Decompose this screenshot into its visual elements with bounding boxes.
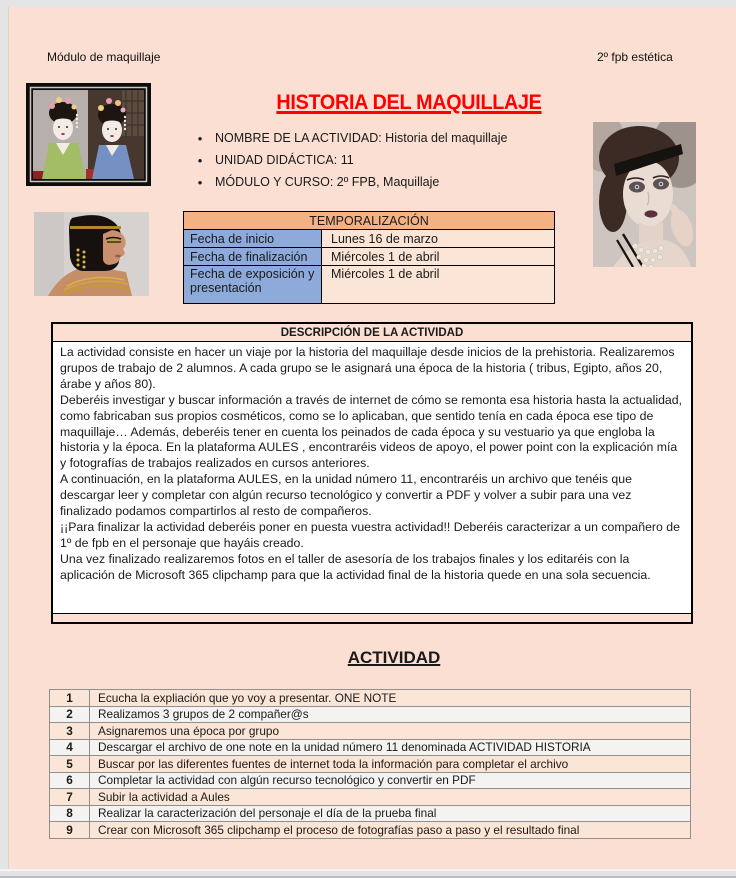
row-text: Crear con Microsoft 365 clipchamp el proceso de fotografías paso a paso y el resultado final: [90, 822, 691, 839]
list-item-text: MÓDULO Y CURSO: 2º FPB, Maquillaje: [215, 175, 440, 189]
row-label: Fecha de finalización: [184, 248, 322, 266]
actividad-heading-wrap: [49, 648, 736, 668]
table-row: [50, 739, 691, 756]
row-label: Fecha de inicio: [184, 230, 322, 248]
row-text: Realizar la caracterización del personaje el día de la prueba final: [90, 805, 691, 822]
table-row: [50, 706, 691, 723]
row-value: Miércoles 1 de abril: [322, 266, 555, 304]
table-row: [184, 248, 555, 266]
module-label: Módulo de maquillaje: [47, 50, 161, 64]
actividad-heading: ACTIVIDAD: [347, 648, 441, 667]
row-number: 8: [50, 805, 90, 822]
row-text: Completar la actividad con algún recurso tecnológico y convertir en PDF: [90, 772, 691, 789]
descripcion-box: [51, 322, 693, 624]
list-item-text: NOMBRE DE LA ACTIVIDAD: Historia del maquillaje: [215, 131, 508, 145]
row-text: Buscar por las diferentes fuentes de internet toda la información para completar el archivo: [90, 756, 691, 773]
row-text: Subir la actividad a Aules: [90, 789, 691, 806]
list-item: [185, 172, 605, 194]
bullet-icon: [185, 128, 215, 150]
list-item-text: UNIDAD DIDÁCTICA: 11: [215, 153, 354, 167]
course-label: 2º fpb estética: [597, 50, 673, 64]
descripcion-paragraph: Deberéis investigar y buscar información a través de internet de cómo se remonta esa historia hasta la actualidad, como fabricaban sus propios cosméticos, como se lo aplicaban, que sentido tenía en cada época ese tipo de maquillaje… Además, deberéis tener en cuenta los peinados de cada época y su vestuario ya que engloba la historia y la época. En la plataforma AULES , encontraréis videos de apoyo, el power point con la explicación mía y fotografías de trabajos realizados en cursos anteriores.: [60, 392, 683, 471]
descripcion-paragraph: ¡¡Para finalizar la actividad deberéis poner en puesta vuestra actividad!! Deberéis caracterizar a un compañero de 1º de fpb en el personaje que hayáis creado.: [60, 519, 680, 550]
row-number: 3: [50, 723, 90, 740]
table-row: [184, 230, 555, 248]
descripcion-paragraph: La actividad consiste en hacer un viaje por la historia del maquillaje desde inicios de la prehistoria. Realizaremos grupos de trabajo de 2 alumnos. A cada grupo se le asignará una época de la historia ( tribus, Egipto, años 20, árabe y años 80).: [60, 345, 675, 391]
row-text: Ecucha la expliación que yo voy a presentar. ONE NOTE: [90, 690, 691, 707]
row-value: Miércoles 1 de abril: [322, 248, 555, 266]
descripcion-paragraph: Una vez finalizado realizaremos fotos en el taller de asesoría de los trabajos finales y los editaréis con la aplicación de Microsoft 365 clipchamp para que la actividad final de la historia quede en una sola secuencia.: [60, 551, 651, 582]
row-value: Lunes 16 de marzo: [322, 230, 555, 248]
row-number: 1: [50, 690, 90, 707]
table-row: [50, 690, 691, 707]
row-number: 5: [50, 756, 90, 773]
row-text: Asignaremos una época por grupo: [90, 723, 691, 740]
descripcion-title: DESCRIPCIÓN DE LA ACTIVIDAD: [53, 324, 691, 342]
row-text: Realizamos 3 grupos de 2 compañer@s: [90, 706, 691, 723]
descripcion-paragraph: A continuación, en la plataforma AULES, en la unidad número 11, encontraréis un archivo que tenéis que descargar leer y completar con algún recurso tecnológico y convertir a PDF y volver a subir para una vez finalizado podamos compartirlos al resto de compañeros.: [60, 472, 632, 519]
table-row: [184, 266, 555, 304]
row-number: 2: [50, 706, 90, 723]
table-header-row: [184, 212, 555, 230]
descripcion-body: [53, 342, 691, 614]
bullet-icon: [185, 150, 215, 172]
row-number: 6: [50, 772, 90, 789]
table-row: [50, 789, 691, 806]
table-row: [50, 822, 691, 839]
cleopatra-photo: [34, 212, 149, 296]
list-item: [185, 128, 605, 150]
bullet-icon: [185, 172, 215, 194]
flapper-photo: [593, 122, 696, 267]
actividad-table: [49, 689, 691, 839]
table-row: [50, 772, 691, 789]
temporalizacion-title: TEMPORALIZACIÓN: [184, 212, 555, 230]
list-item: [185, 150, 605, 172]
geisha-photo: [26, 83, 151, 186]
row-number: 7: [50, 789, 90, 806]
row-number: 4: [50, 739, 90, 756]
document-page: [8, 7, 736, 869]
temporalizacion-table: [183, 211, 555, 304]
page-title: HISTORIA DEL MAQUILLAJE: [276, 91, 542, 114]
row-label: Fecha de exposición y presentación: [184, 266, 322, 304]
table-row: [50, 756, 691, 773]
row-number: 9: [50, 822, 90, 839]
table-row: [50, 805, 691, 822]
row-text: Descargar el archivo de one note en la unidad número 11 denominada ACTIVIDAD HISTORIA: [90, 739, 691, 756]
table-row: [50, 723, 691, 740]
activity-info-list: [185, 128, 605, 194]
